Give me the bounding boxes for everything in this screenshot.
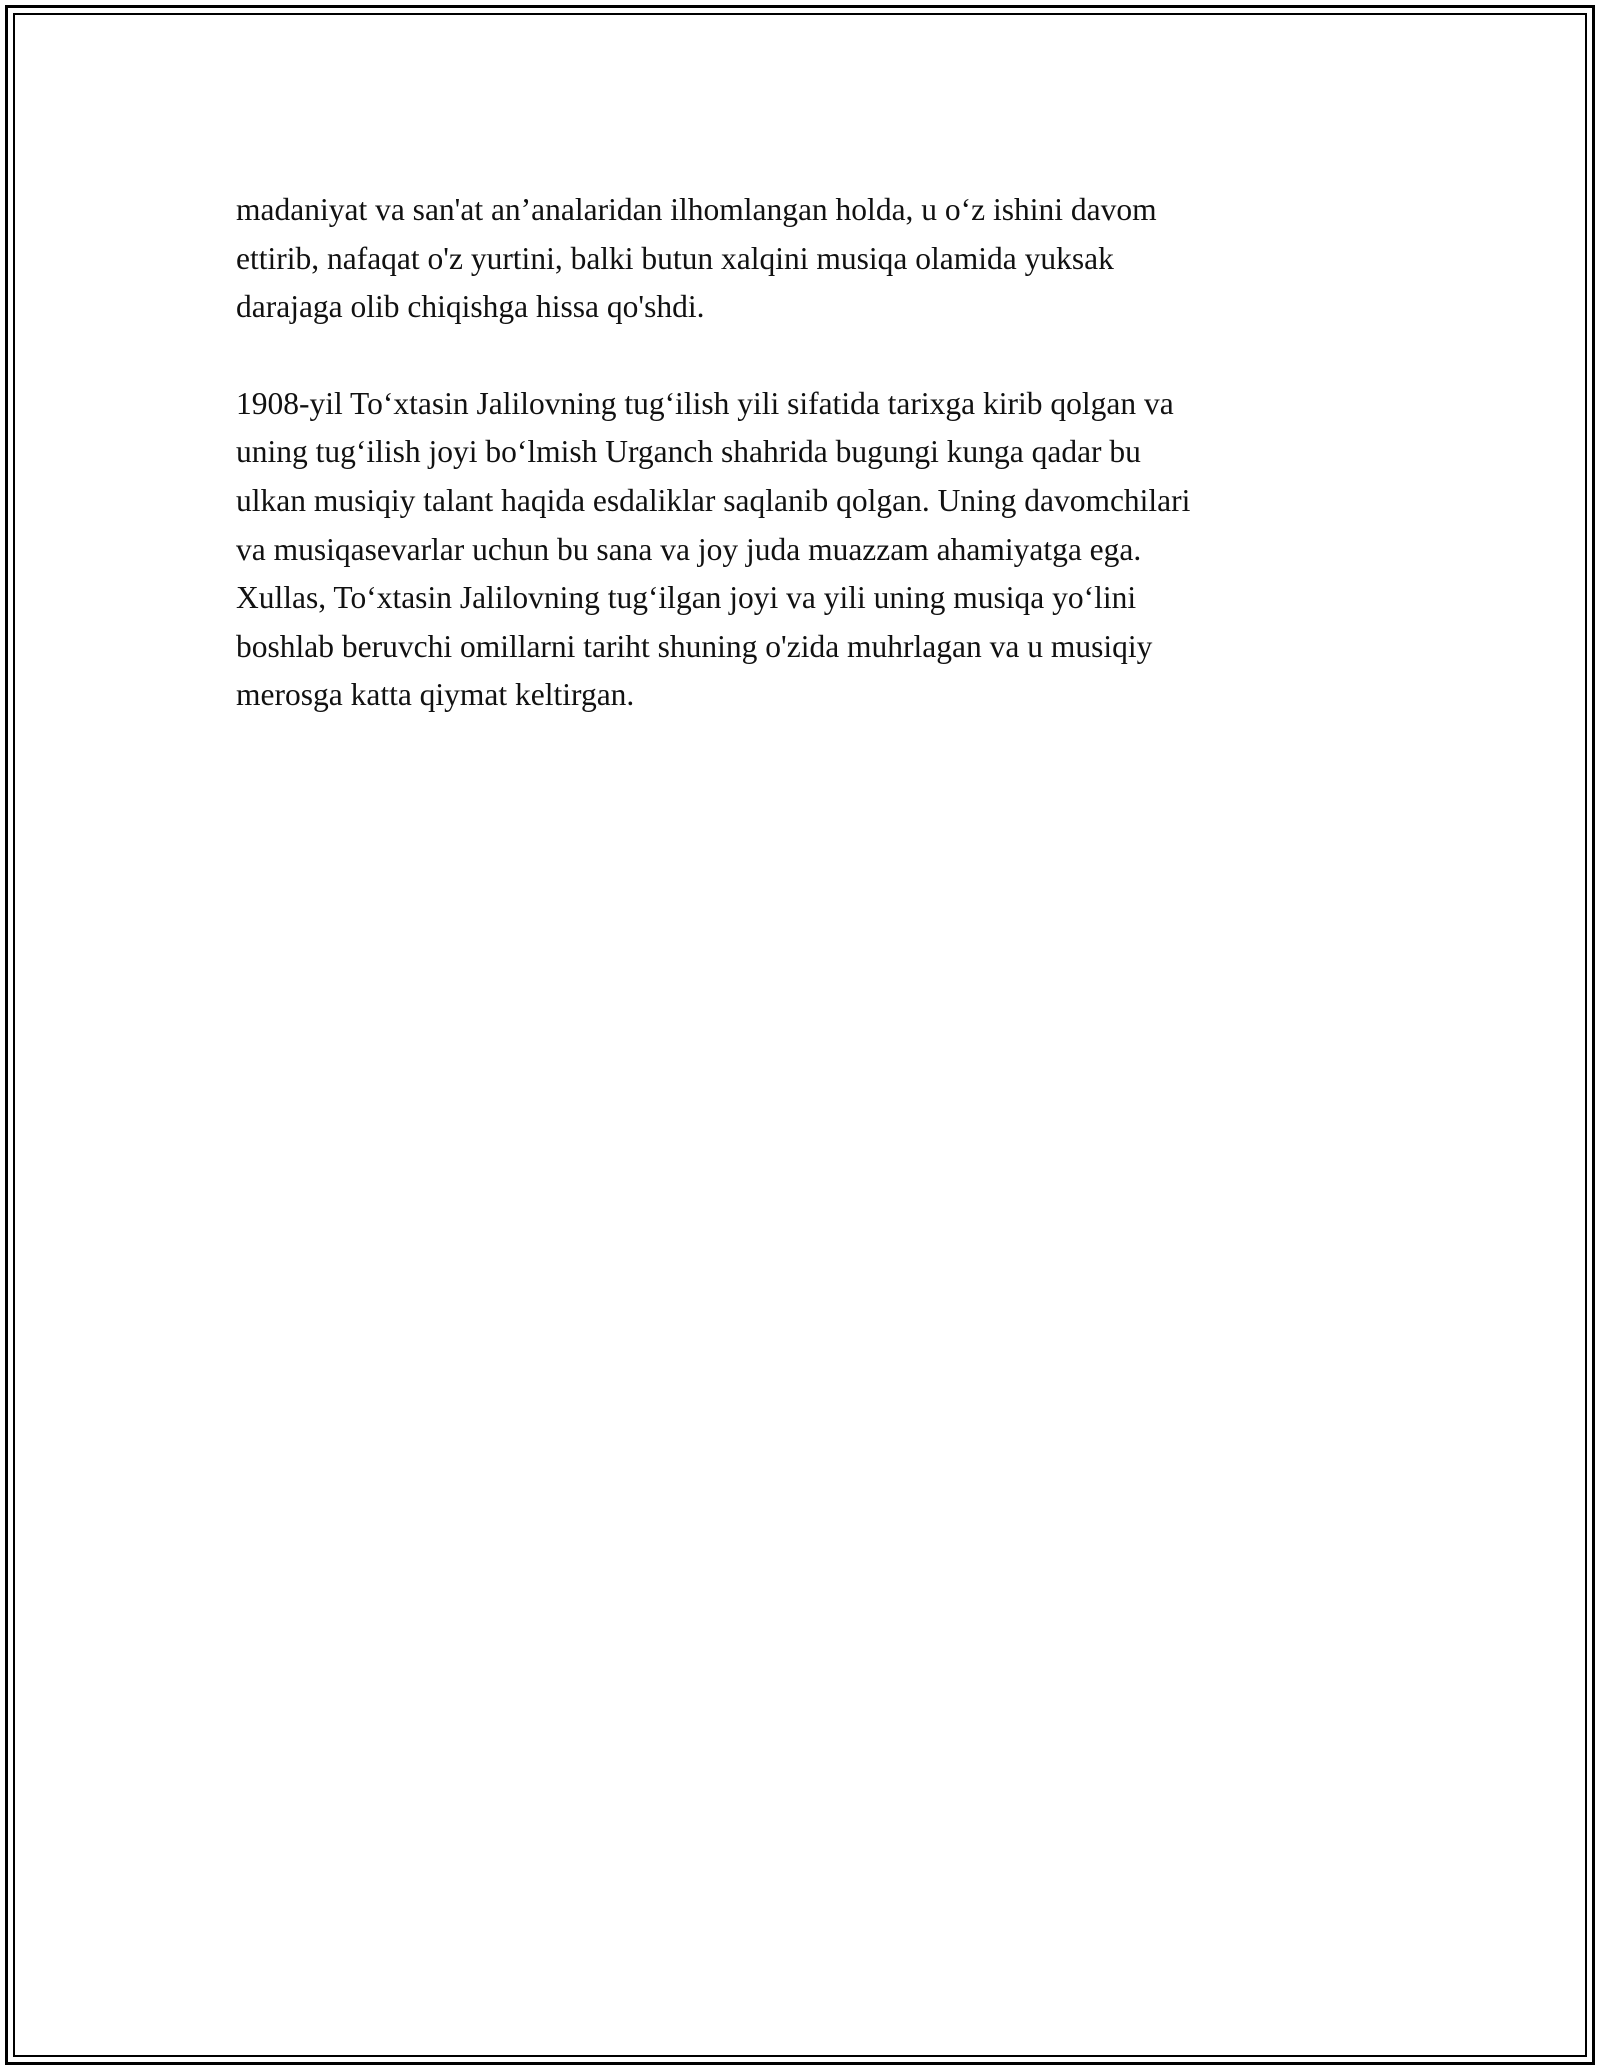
text-line: ettirib, nafaqat o'z yurtini, balki butun xalqini musiqa olamida yuksak <box>236 240 1114 276</box>
text-line: darajaga olib chiqishga hissa qo'shdi. <box>236 289 705 325</box>
text-line: merosga katta qiymat keltirgan. <box>236 677 635 713</box>
text-line: va musiqasevarlar uchun bu sana va joy juda muazzam ahamiyatga ega. <box>236 531 1142 567</box>
text-line: ulkan musiqiy talant haqida esdaliklar saqlanib qolgan. Uning davomchilari <box>236 482 1191 518</box>
text-line: boshlab beruvchi omillarni tariht shuning o'zida muhrlagan va u musiqiy <box>236 628 1153 664</box>
document-body <box>236 186 1366 720</box>
paragraph-1 <box>236 186 1366 332</box>
text-line: 1908-yil To‘xtasin Jalilovning tug‘ilish yili sifatida tarixga kirib qolgan va <box>236 385 1174 421</box>
text-line: madaniyat va san'at an’analaridan ilhomlangan holda, u o‘z ishini davom <box>236 192 1157 227</box>
paragraph-2 <box>236 380 1366 720</box>
text-line: uning tug‘ilish joyi bo‘lmish Urganch shahrida bugungi kunga qadar bu <box>236 434 1141 470</box>
text-line: Xullas, To‘xtasin Jalilovning tug‘ilgan joyi va yili uning musiqa yo‘lini <box>236 580 1137 616</box>
paragraph-spacer <box>236 332 1366 380</box>
